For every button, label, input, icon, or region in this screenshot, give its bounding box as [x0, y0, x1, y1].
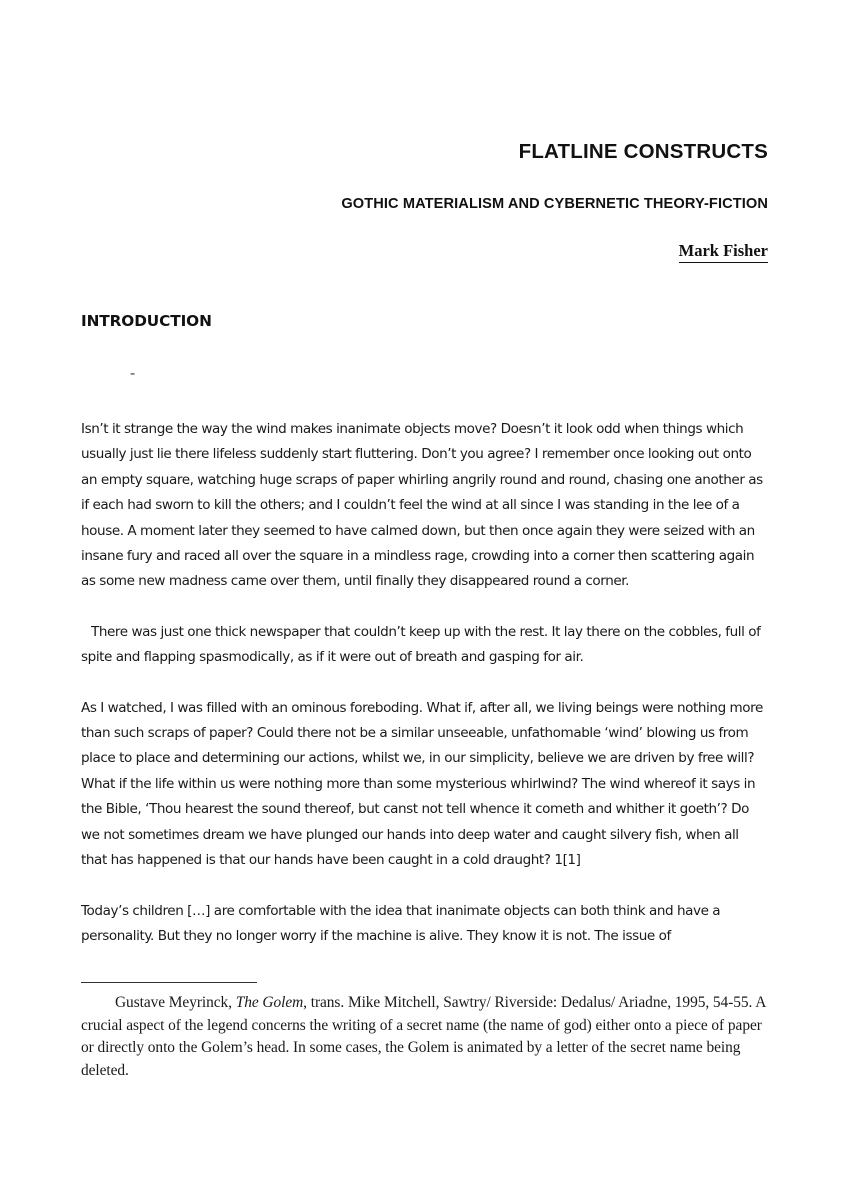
- footnote-work-title: The Golem: [235, 994, 304, 1011]
- body-paragraph: As I watched, I was filled with an ominous foreboding. What if, after all, we living beings were nothing more than such scraps of paper? Could there not be a similar unseeable, unfathomable ‘wind’ blowing us from place to place and determining our actions, whilst we, in our simplicity, believe we are driven by free will? What if the life within us were nothing more than some mysterious whirlwind? The wind whereof it says in the Bible, ‘Thou hearest the sound thereof, but canst not tell whence it cometh and whither it goeth’? Do we not sometimes dream we have plunged our hands into deep water and caught silvery fish, when all that has happened is that our hands have been caught in a cold draught? 1[1]: [81, 699, 763, 869]
- section-heading-introduction: INTRODUCTION: [81, 312, 212, 330]
- body-paragraph: There was just one thick newspaper that couldn’t keep up with the rest. It lay there on the cobbles, full of spite and flapping spasmodically, as if it were out of breath and gasping for air.: [81, 623, 761, 666]
- byline: [81, 241, 768, 263]
- footnote-text: [81, 992, 771, 1082]
- author-name: Mark Fisher: [679, 241, 768, 263]
- footnote-area: [81, 982, 771, 1082]
- title-block: [81, 140, 768, 263]
- footnote-citation-prefix: Gustave Meyrinck,: [115, 994, 236, 1011]
- footnote-citation-body: , trans. Mike Mitchell, Sawtry/ Riverside: Dedalus/ Ariadne, 1995, 54-55. A crucial aspect of the legend concerns the writing of a secret name (the name of god) either onto a piece of paper or directly onto the Golem’s head. In some cases, the Golem is animated by a letter of the secret name being deleted.: [81, 994, 766, 1079]
- stray-dash-mark: -: [130, 366, 136, 382]
- body-paragraph: Today’s children […] are comfortable with the idea that inanimate objects can both think and have a personality. But they no longer worry if the machine is alive. They know it is not. The issue of: [81, 902, 721, 944]
- body-paragraph: Isn’t it strange the way the wind makes inanimate objects move? Doesn’t it look odd when things which usually just lie there lifeless suddenly start fluttering. Don’t you agree? I remember once looking out onto an empty square, watching huge scraps of paper whirling angrily round and round, chasing one another as if each had sworn to kill the others; and I couldn’t feel the wind at all since I was standing in the lee of a house. A moment later they seemed to have calmed down, but then once again they were seized with an insane fury and raced all over the square in a mindless rage, crowding into a corner then scattering again as some new madness came over them, until finally they disappeared round a corner.: [81, 421, 763, 590]
- footnote-separator-rule: [81, 982, 257, 983]
- page-subtitle: GOTHIC MATERIALISM AND CYBERNETIC THEORY-FICTION: [341, 195, 768, 212]
- page-title: FLATLINE CONSTRUCTS: [518, 140, 768, 163]
- body-text-column: [81, 417, 764, 949]
